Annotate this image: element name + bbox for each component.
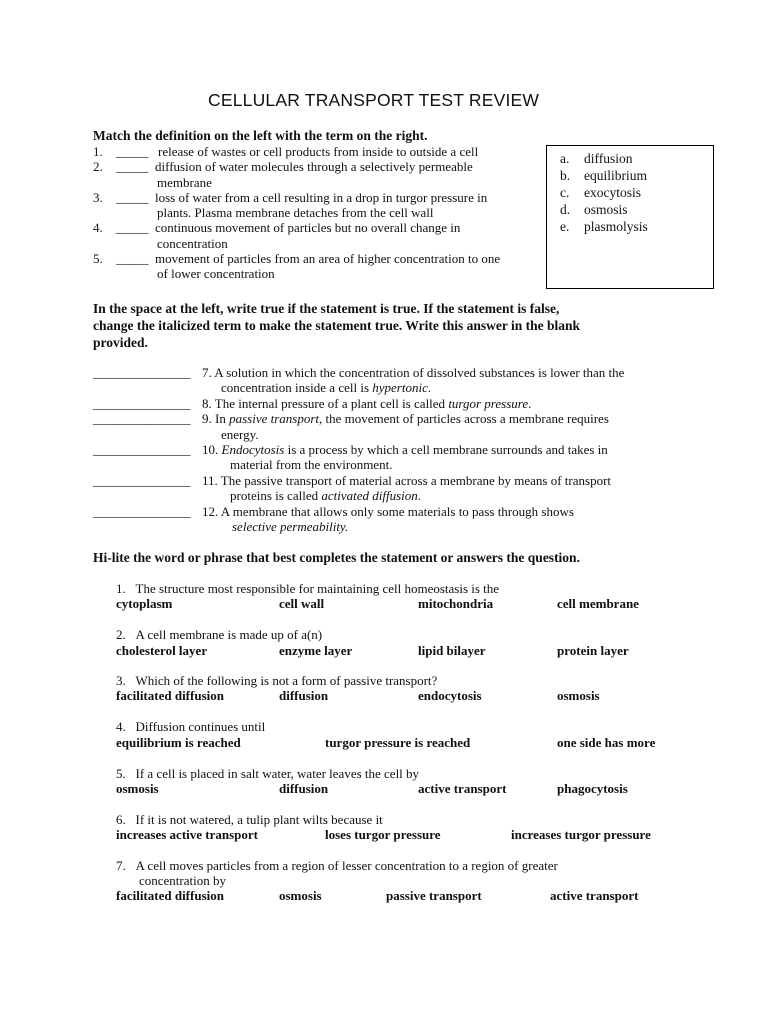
statement-text: 7. A solution in which the concentration of dissolved substances is lower than the xyxy=(202,365,625,380)
answer-option[interactable]: phagocytosis xyxy=(557,781,628,796)
answer-blank[interactable]: _____ xyxy=(116,251,149,266)
answer-option[interactable]: equilibrium is reached xyxy=(116,735,241,750)
definition-text-cont: of lower concentration xyxy=(157,266,275,281)
answer-blank[interactable]: _______________ xyxy=(93,504,191,519)
answer-blank[interactable]: _______________ xyxy=(93,411,191,426)
answer-blank[interactable]: _______________ xyxy=(93,442,191,457)
item-number: 1. xyxy=(93,144,103,159)
matching-item xyxy=(93,144,103,160)
term-item: a. diffusion xyxy=(560,151,633,166)
answer-option[interactable]: active transport xyxy=(550,888,639,903)
true-false-instruction-line1: In the space at the left, write true if the statement is true. If the statement is false, xyxy=(93,301,560,316)
question-text: 6. If it is not watered, a tulip plant wilts because it xyxy=(116,812,383,827)
answer-option[interactable]: enzyme layer xyxy=(279,643,353,658)
statement-text: 11. The passive transport of material across a membrane by means of transport xyxy=(202,473,612,488)
statement-text: 12. A membrane that allows only some materials to pass through shows xyxy=(202,504,574,519)
answer-option[interactable]: protein layer xyxy=(557,643,629,658)
answer-blank[interactable]: _____ xyxy=(116,159,149,174)
answer-option[interactable]: diffusion xyxy=(279,688,329,703)
question-text: 2. A cell membrane is made up of a(n) xyxy=(116,627,323,642)
definition-text-cont: plants. Plasma membrane detaches from the cell wall xyxy=(157,205,434,220)
term-item: e. plasmolysis xyxy=(560,219,648,234)
definition-text-cont: membrane xyxy=(157,175,212,190)
answer-option[interactable]: cholesterol layer xyxy=(116,643,208,658)
answer-option[interactable]: increases active transport xyxy=(116,827,259,842)
answer-option[interactable]: passive transport xyxy=(386,888,482,903)
answer-option[interactable]: endocytosis xyxy=(418,688,482,703)
question-text: 5. If a cell is placed in salt water, water leaves the cell by xyxy=(116,766,420,781)
statement-text: 9. In passive transport, the movement of particles across a membrane requires xyxy=(202,411,609,426)
true-false-instruction-line3: provided. xyxy=(93,335,148,350)
definition-text: movement of particles from an area of higher concentration to one xyxy=(155,251,501,266)
definition-text: release of wastes or cell products from inside to outside a cell xyxy=(158,144,479,159)
answer-blank[interactable]: _______________ xyxy=(93,473,191,488)
term-item: d. osmosis xyxy=(560,202,628,217)
statement-text-cont: selective permeability. xyxy=(232,519,349,534)
answer-option[interactable]: osmosis xyxy=(116,781,159,796)
answer-option[interactable]: cytoplasm xyxy=(116,596,173,611)
page-title: CELLULAR TRANSPORT TEST REVIEW xyxy=(208,90,540,110)
definition-text: diffusion of water molecules through a selectively permeable xyxy=(155,159,473,174)
answer-option[interactable]: osmosis xyxy=(279,888,322,903)
answer-option[interactable]: loses turgor pressure xyxy=(325,827,441,842)
statement-text: 8. The internal pressure of a plant cell is called turgor pressure. xyxy=(202,396,532,411)
statement-text: 10. Endocytosis is a process by which a cell membrane surrounds and takes in xyxy=(202,442,608,457)
answer-option[interactable]: lipid bilayer xyxy=(418,643,486,658)
item-number: 2. xyxy=(93,159,103,174)
answer-blank[interactable]: _______________ xyxy=(93,396,191,411)
item-number: 3. xyxy=(93,190,103,205)
answer-option[interactable]: facilitated diffusion xyxy=(116,888,224,903)
matching-instruction: Match the definition on the left with the term on the right. xyxy=(93,128,428,143)
answer-blank[interactable]: _____ xyxy=(116,190,149,205)
answer-option[interactable]: turgor pressure is reached xyxy=(325,735,471,750)
terms-box xyxy=(546,145,714,289)
statement-text-cont: proteins is called activated diffusion. xyxy=(230,488,421,503)
answer-option[interactable]: facilitated diffusion xyxy=(116,688,224,703)
answer-option[interactable]: mitochondria xyxy=(418,596,494,611)
question-text: 3. Which of the following is not a form of passive transport? xyxy=(116,673,438,688)
definition-text-cont: concentration xyxy=(157,236,228,251)
item-number: 4. xyxy=(93,220,103,235)
item-number: 5. xyxy=(93,251,103,266)
statement-text-cont: material from the environment. xyxy=(230,457,393,472)
answer-blank[interactable]: _______________ xyxy=(93,365,191,380)
true-false-instruction-line2: change the italicized term to make the statement true. Write this answer in the blank xyxy=(93,318,581,333)
definition-text: loss of water from a cell resulting in a drop in turgor pressure in xyxy=(155,190,488,205)
definition-text: continuous movement of particles but no overall change in xyxy=(155,220,461,235)
question-text: 7. A cell moves particles from a region of lesser concentration to a region of greater xyxy=(116,858,558,873)
answer-option[interactable]: active transport xyxy=(418,781,507,796)
question-text: 4. Diffusion continues until xyxy=(116,719,266,734)
answer-blank[interactable]: _____ xyxy=(116,220,149,235)
term-item: c. exocytosis xyxy=(560,185,641,200)
question-text: 1. The structure most responsible for maintaining cell homeostasis is the xyxy=(116,581,500,596)
answer-option[interactable]: cell wall xyxy=(279,596,325,611)
answer-option[interactable]: increases turgor pressure xyxy=(511,827,651,842)
term-item: b. equilibrium xyxy=(560,168,647,183)
question-text-cont: concentration by xyxy=(139,873,226,888)
statement-text-cont: concentration inside a cell is hypertonic. xyxy=(221,380,432,395)
answer-option[interactable]: diffusion xyxy=(279,781,329,796)
answer-option[interactable]: cell membrane xyxy=(557,596,639,611)
multiple-choice-instruction: Hi-lite the word or phrase that best completes the statement or answers the question. xyxy=(93,550,580,565)
answer-option[interactable]: one side has more xyxy=(557,735,656,750)
statement-text-cont: energy. xyxy=(221,427,259,442)
answer-blank[interactable]: _____ xyxy=(116,144,149,159)
answer-option[interactable]: osmosis xyxy=(557,688,600,703)
